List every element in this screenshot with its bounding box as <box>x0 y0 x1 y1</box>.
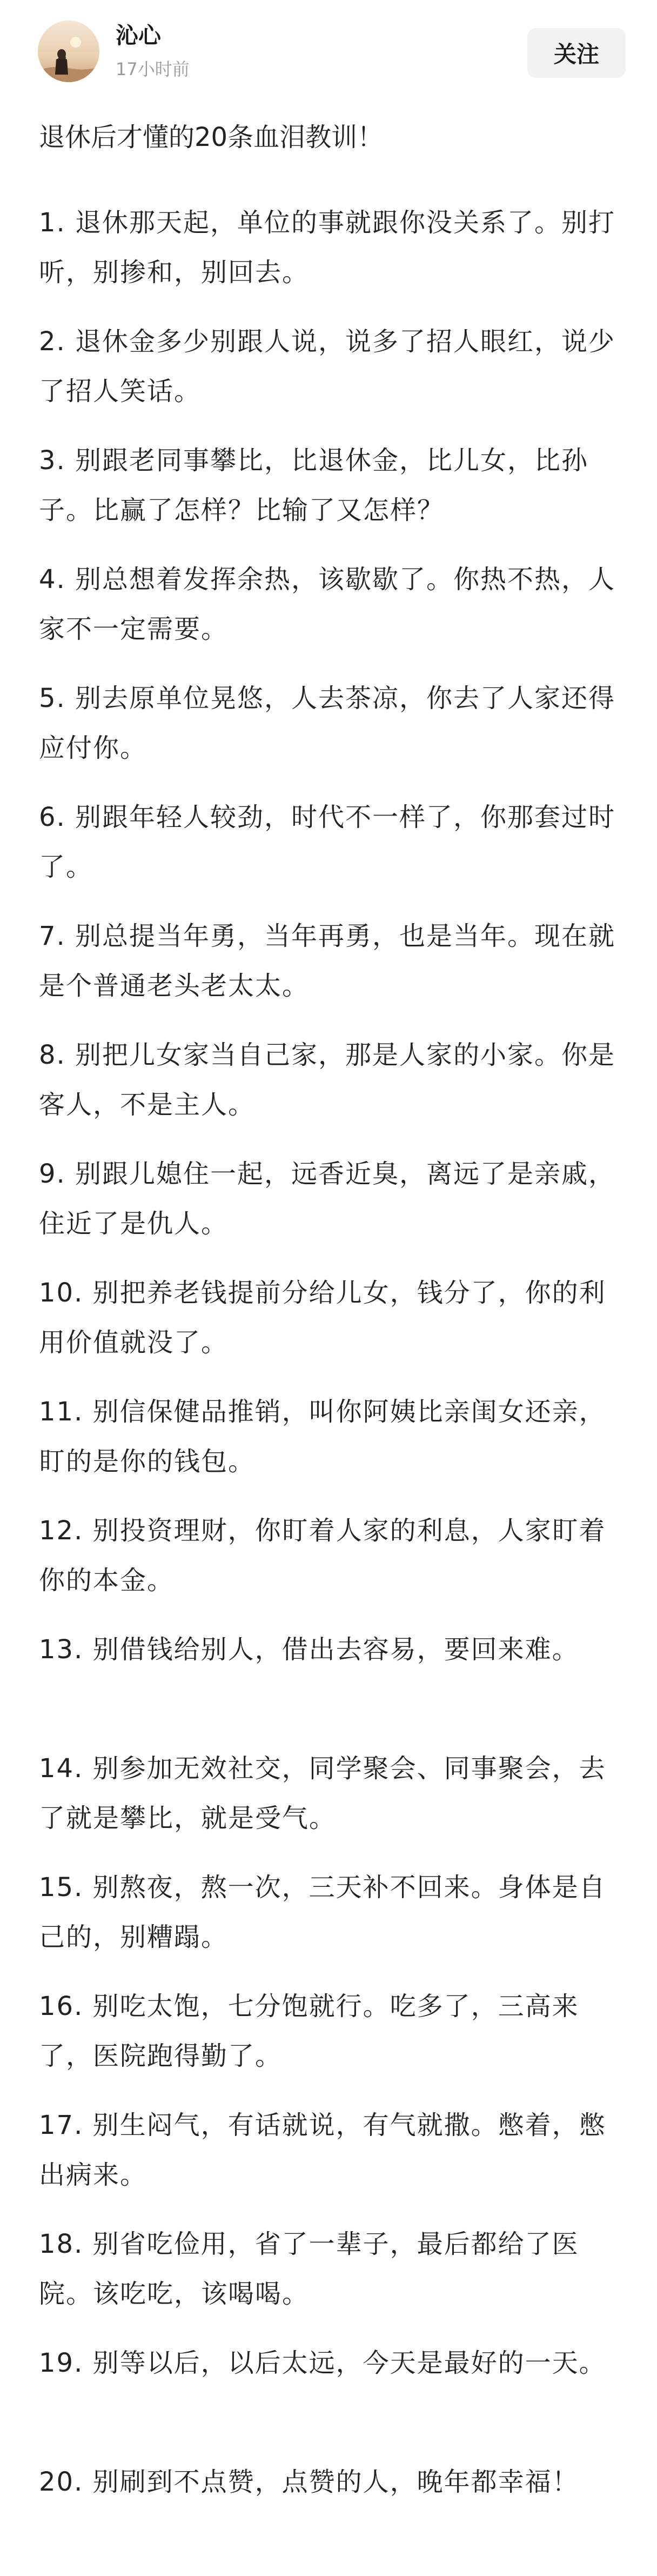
lesson-item-16: 16. 别吃太饱，七分饱就行。吃多了，三高来了，医院跑得勤了。 <box>39 1991 579 2071</box>
lesson-item-11: 11. 别信保健品推销，叫你阿姨比亲闺女还亲，盯的是你的钱包。 <box>39 1397 606 1477</box>
post-timestamp: 17小时前 <box>116 59 190 79</box>
lesson-item-12: 12. 别投资理财，你盯着人家的利息，人家盯着你的本金。 <box>39 1516 606 1596</box>
author-name[interactable]: 沁心 <box>116 22 162 49</box>
lesson-item-14: 14. 别参加无效社交，同学聚会、同事聚会，去了就是攀比，就是受气。 <box>39 1753 606 1833</box>
lesson-item-18: 18. 别省吃俭用，省了一辈子，最后都给了医院。该吃吃，该喝喝。 <box>39 2229 579 2309</box>
author-avatar[interactable] <box>38 21 99 82</box>
lesson-item-8: 8. 别把儿女家当自己家，那是人家的小家。你是客人，不是主人。 <box>39 1040 616 1120</box>
lesson-item-4: 4. 别总想着发挥余热，该歇歇了。你热不热，人家不一定需要。 <box>39 564 616 644</box>
lesson-item-13: 13. 别借钱给别人，借出去容易，要回来难。 <box>39 1634 579 1665</box>
lesson-list <box>39 198 628 2557</box>
post-header <box>0 0 657 103</box>
lesson-item-5: 5. 别去原单位晃悠，人去茶凉，你去了人家还得应付你。 <box>39 683 616 763</box>
lesson-item-15: 15. 别熬夜，熬一次，三天补不回来。身体是自己的，别糟蹋。 <box>39 1872 606 1952</box>
lesson-item-17: 17. 别生闷气，有话就说，有气就撒。憋着，憋出病来。 <box>39 2110 606 2190</box>
post-title: 退休后才懂的20条血泪教训！ <box>39 122 384 152</box>
lesson-item-3: 3. 别跟老同事攀比，比退休金，比儿女，比孙子。比赢了怎样？比输了又怎样？ <box>39 445 589 525</box>
lesson-item-1: 1. 退休那天起，单位的事就跟你没关系了。别打听，别掺和，别回去。 <box>39 208 616 288</box>
lesson-item-7: 7. 别总提当年勇，当年再勇，也是当年。现在就是个普通老头老太太。 <box>39 921 616 1001</box>
avatar-image <box>38 21 99 82</box>
lesson-item-9: 9. 别跟儿媳住一起，远香近臭，离远了是亲戚，住近了是仇人。 <box>39 1159 616 1239</box>
lesson-item-2: 2. 退休金多少别跟人说，说多了招人眼红，说少了招人笑话。 <box>39 326 616 406</box>
post-title-wrap <box>39 118 628 198</box>
lesson-item-10: 10. 别把养老钱提前分给儿女，钱分了，你的利用价值就没了。 <box>39 1278 606 1358</box>
lesson-item-6: 6. 别跟年轻人较劲，时代不一样了，你那套过时了。 <box>39 802 616 882</box>
lesson-item-20: 20. 别刷到不点赞，点赞的人，晚年都幸福！ <box>39 2467 579 2497</box>
post-content <box>39 118 628 2576</box>
lesson-item-19: 19. 别等以后，以后太远，今天是最好的一天。 <box>39 2348 606 2378</box>
follow-button[interactable]: 关注 <box>527 28 626 78</box>
